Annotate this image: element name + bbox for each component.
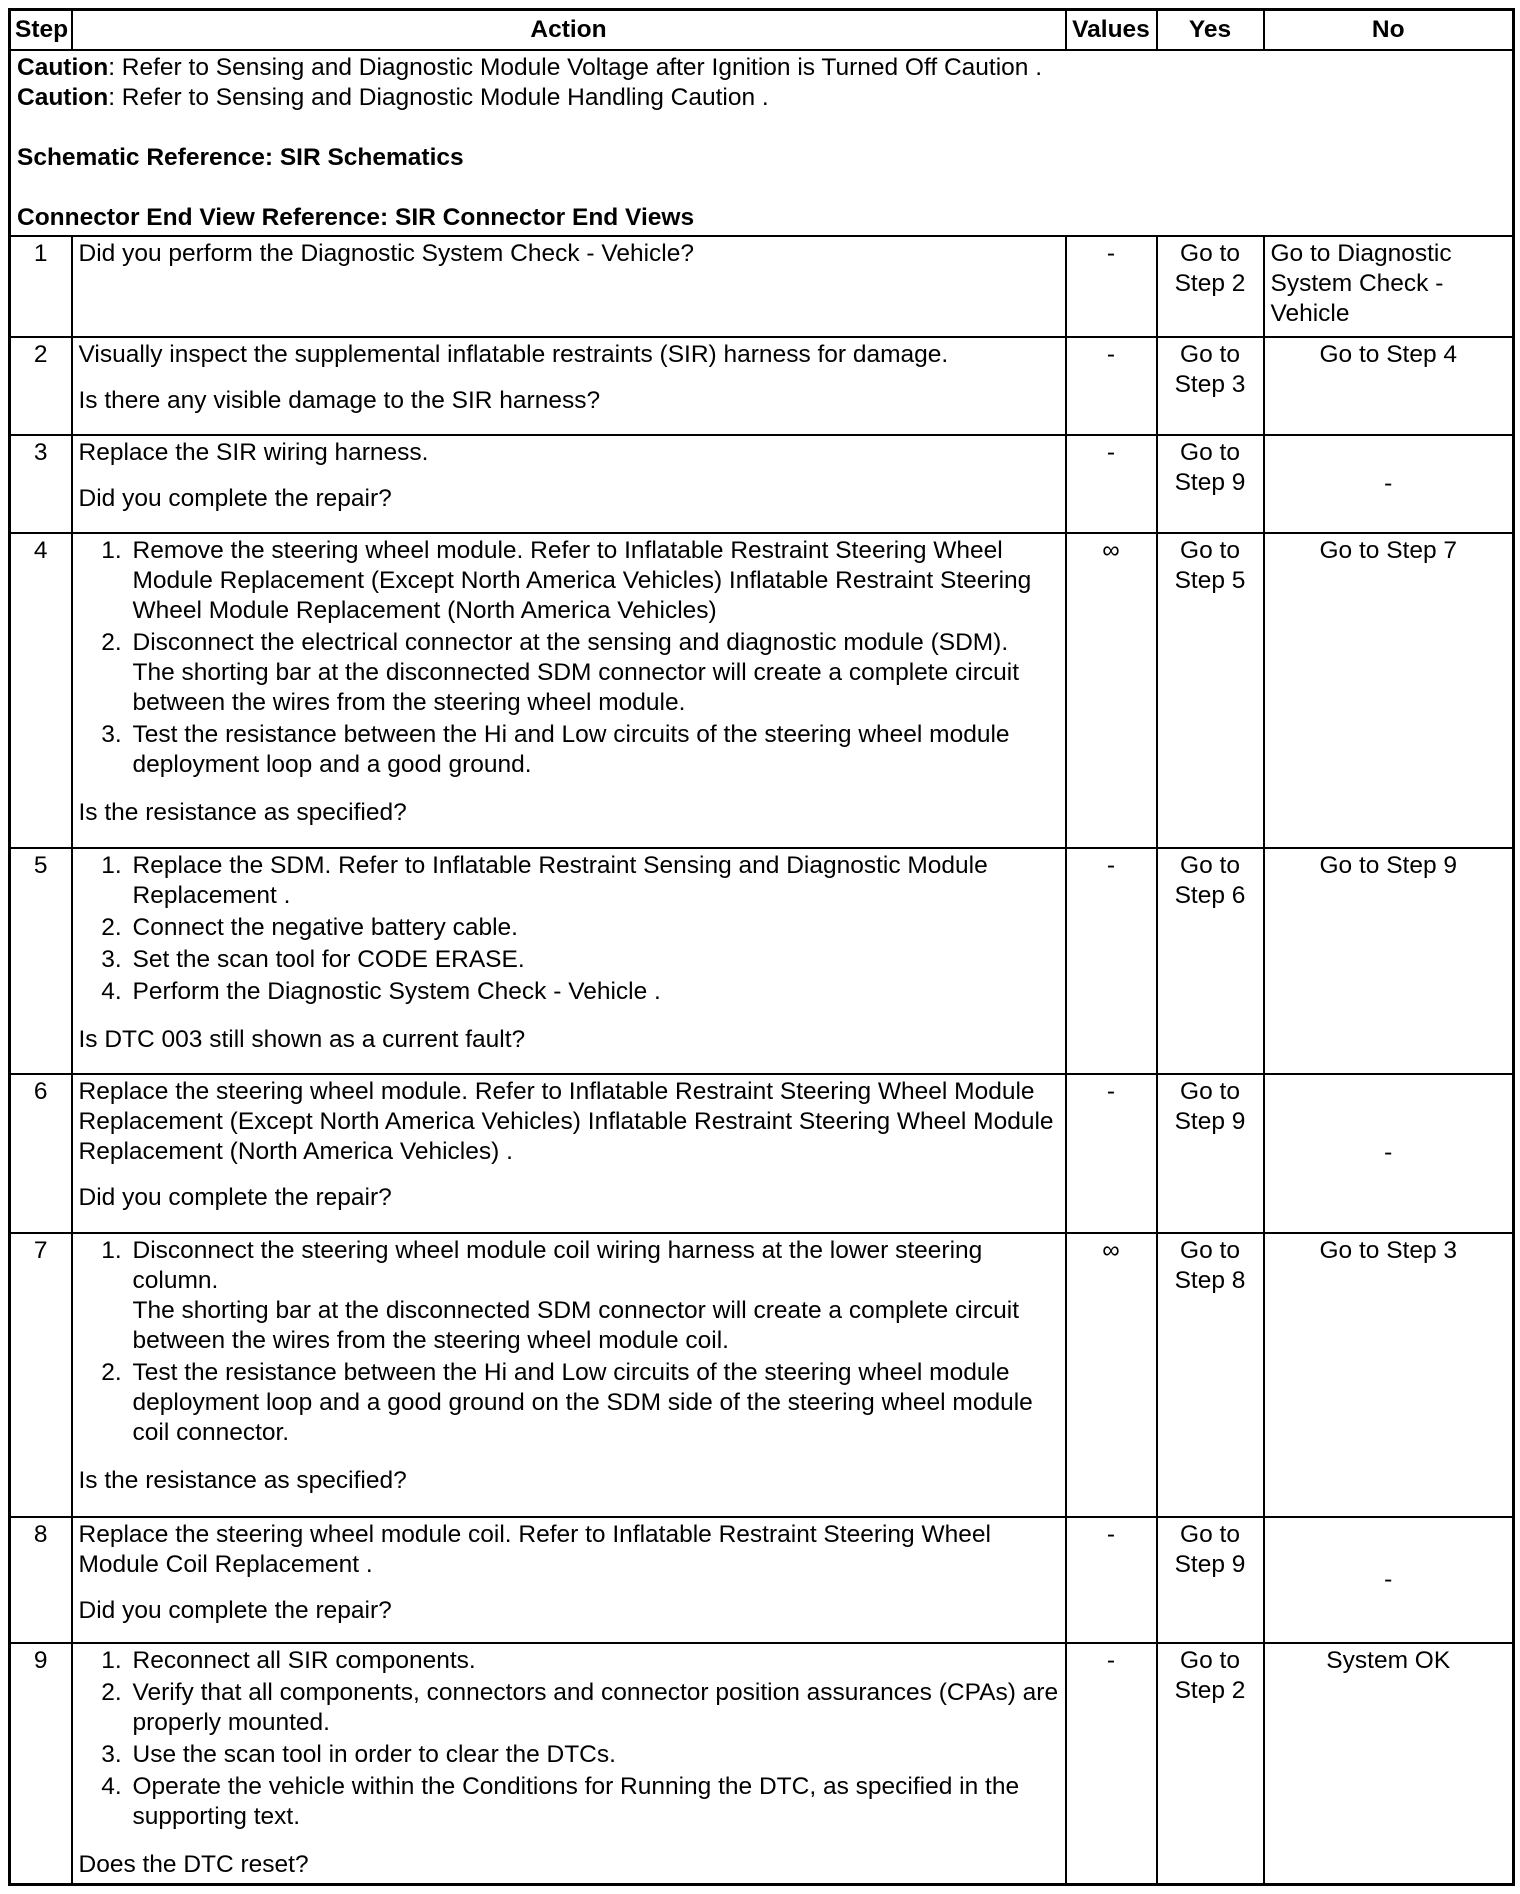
step-number: 4 <box>10 533 72 848</box>
step-row-4 <box>10 533 1514 848</box>
procedure-list <box>79 851 1059 1007</box>
yes-cell: Go to Step 9 <box>1157 1517 1264 1643</box>
action-cell <box>72 435 1066 533</box>
procedure-list <box>79 1236 1059 1448</box>
values-cell: - <box>1066 1643 1157 1884</box>
step-number: 7 <box>10 1233 72 1518</box>
connector-reference: Connector End View Reference: SIR Connector End Views <box>17 204 695 231</box>
values-cell: - <box>1066 848 1157 1074</box>
procedure-note: The shorting bar at the disconnected SDM connector will create a complete circuit between the wires from the steering wheel module coil. <box>132 1296 1020 1354</box>
procedure-item: 2. Test the resistance between the Hi and Low circuits of the steering wheel module deployment loop and a good ground on the SDM side of the steering wheel module coil connector. <box>129 1358 1059 1448</box>
step-row-5 <box>10 848 1514 1074</box>
no-cell: Go to Step 3 <box>1264 1233 1514 1518</box>
header-step: Step <box>10 10 72 51</box>
procedure-item: 2. Disconnect the electrical connector at the sensing and diagnostic module (SDM). The shorting bar at the disconnected SDM connector will create a complete circuit between the wires from the steering wheel module. <box>129 628 1059 718</box>
procedure-item: 3. Use the scan tool in order to clear the DTCs. <box>129 1740 1059 1770</box>
procedure-item: 3. Test the resistance between the Hi and Low circuits of the steering wheel module deployment loop and a good ground. <box>129 720 1059 780</box>
step-row-9 <box>10 1643 1514 1884</box>
action-text: Replace the steering wheel module coil. Refer to Inflatable Restraint Steering Wheel Module Coil Replacement . <box>78 1521 991 1579</box>
yes-cell: Go to Step 2 <box>1157 236 1264 336</box>
action-text: Replace the steering wheel module. Refer to Inflatable Restraint Steering Wheel Module Replacement (Except North America Vehicles) Inflatable Restraint Steering Wheel Module Replacement (North America Vehicles) . <box>78 1078 1054 1166</box>
procedure-list <box>79 1646 1059 1832</box>
procedure-item: 2. Verify that all components, connectors and connector position assurances (CPAs) are properly mounted. <box>129 1678 1059 1738</box>
action-question: Did you complete the repair? <box>78 1597 392 1625</box>
values-cell: - <box>1066 236 1157 336</box>
procedure-list <box>79 536 1059 780</box>
procedure-item: 1. Remove the steering wheel module. Refer to Inflatable Restraint Steering Wheel Module Replacement (Except North America Vehicles) Inflatable Restraint Steering Wheel Module Replacement (North America Vehicles) <box>129 536 1059 626</box>
step-number: 6 <box>10 1074 72 1232</box>
action-question: Did you perform the Diagnostic System Check - Vehicle? <box>78 240 694 268</box>
step-number: 3 <box>10 435 72 533</box>
step-number: 8 <box>10 1517 72 1643</box>
caution-text-2: : Refer to Sensing and Diagnostic Module Handling Caution . <box>108 84 769 111</box>
header-yes: Yes <box>1157 10 1264 51</box>
action-question: Is the resistance as specified? <box>78 799 407 827</box>
yes-cell: Go to Step 6 <box>1157 848 1264 1074</box>
no-cell: Go to Step 9 <box>1264 848 1514 1074</box>
values-cell: ∞ <box>1066 1233 1157 1518</box>
yes-cell: Go to Step 9 <box>1157 1074 1264 1232</box>
step-number: 5 <box>10 848 72 1074</box>
procedure-item: 3. Set the scan tool for CODE ERASE. <box>129 945 1059 975</box>
step-row-2 <box>10 337 1514 435</box>
action-question: Did you complete the repair? <box>78 484 392 512</box>
header-no: No <box>1264 10 1514 51</box>
action-cell <box>72 848 1066 1074</box>
intro-row <box>10 50 1514 236</box>
step-row-7 <box>10 1233 1514 1518</box>
step-row-3 <box>10 435 1514 533</box>
caution-line-2 <box>17 83 1506 113</box>
no-cell: Go to Diagnostic System Check - Vehicle <box>1264 236 1514 336</box>
values-cell: - <box>1066 337 1157 435</box>
values-cell: - <box>1066 435 1157 533</box>
step-number: 2 <box>10 337 72 435</box>
values-cell: - <box>1066 1074 1157 1232</box>
intro-cell <box>10 50 1514 236</box>
caution-label: Caution <box>17 54 109 81</box>
action-text: Visually inspect the supplemental inflatable restraints (SIR) harness for damage. <box>78 340 949 368</box>
values-cell: - <box>1066 1517 1157 1643</box>
yes-cell: Go to Step 2 <box>1157 1643 1264 1884</box>
caution-label: Caution <box>17 84 109 111</box>
yes-cell: Go to Step 5 <box>1157 533 1264 848</box>
procedure-item: 1. Replace the SDM. Refer to Inflatable Restraint Sensing and Diagnostic Module Replacement . <box>129 851 1059 911</box>
header-values: Values <box>1066 10 1157 51</box>
action-text: Replace the SIR wiring harness. <box>78 438 429 466</box>
header-action: Action <box>72 10 1066 51</box>
diagnostic-table <box>8 8 1515 1886</box>
no-cell: Go to Step 4 <box>1264 337 1514 435</box>
no-cell: - <box>1264 1074 1514 1232</box>
step-row-8 <box>10 1517 1514 1643</box>
no-cell: - <box>1264 435 1514 533</box>
no-cell: Go to Step 7 <box>1264 533 1514 848</box>
step-number: 1 <box>10 236 72 336</box>
action-cell <box>72 533 1066 848</box>
procedure-item: 4. Perform the Diagnostic System Check - Vehicle . <box>129 977 1059 1007</box>
step-row-6 <box>10 1074 1514 1232</box>
action-cell <box>72 1074 1066 1232</box>
action-question: Is there any visible damage to the SIR harness? <box>78 386 601 414</box>
caution-line-1 <box>17 53 1506 83</box>
action-cell <box>72 337 1066 435</box>
step-number: 9 <box>10 1643 72 1884</box>
procedure-item: 1. Reconnect all SIR components. <box>129 1646 1059 1676</box>
procedure-item: 4. Operate the vehicle within the Conditions for Running the DTC, as specified in the supporting text. <box>129 1772 1059 1832</box>
action-question: Is DTC 003 still shown as a current fault? <box>78 1025 526 1053</box>
action-cell <box>72 1643 1066 1884</box>
action-question: Did you complete the repair? <box>78 1184 392 1212</box>
yes-cell: Go to Step 3 <box>1157 337 1264 435</box>
no-cell: - <box>1264 1517 1514 1643</box>
header-row <box>10 10 1514 51</box>
procedure-note: The shorting bar at the disconnected SDM connector will create a complete circuit between the wires from the steering wheel module. <box>132 659 1020 717</box>
step-row-1 <box>10 236 1514 336</box>
procedure-item: 2. Connect the negative battery cable. <box>129 913 1059 943</box>
action-cell <box>72 1233 1066 1518</box>
caution-text-1: : Refer to Sensing and Diagnostic Module Voltage after Ignition is Turned Off Caution . <box>108 54 1043 81</box>
action-cell <box>72 236 1066 336</box>
action-question: Is the resistance as specified? <box>78 1466 407 1494</box>
procedure-item: 1. Disconnect the steering wheel module coil wiring harness at the lower steering column. The shorting bar at the disconnected SDM connector will create a complete circuit between the wires from the steering wheel module coil. <box>129 1236 1059 1356</box>
yes-cell: Go to Step 8 <box>1157 1233 1264 1518</box>
action-cell <box>72 1517 1066 1643</box>
schematic-reference: Schematic Reference: SIR Schematics <box>17 144 464 171</box>
values-cell: ∞ <box>1066 533 1157 848</box>
no-cell: System OK <box>1264 1643 1514 1884</box>
action-question: Does the DTC reset? <box>78 1851 309 1879</box>
yes-cell: Go to Step 9 <box>1157 435 1264 533</box>
